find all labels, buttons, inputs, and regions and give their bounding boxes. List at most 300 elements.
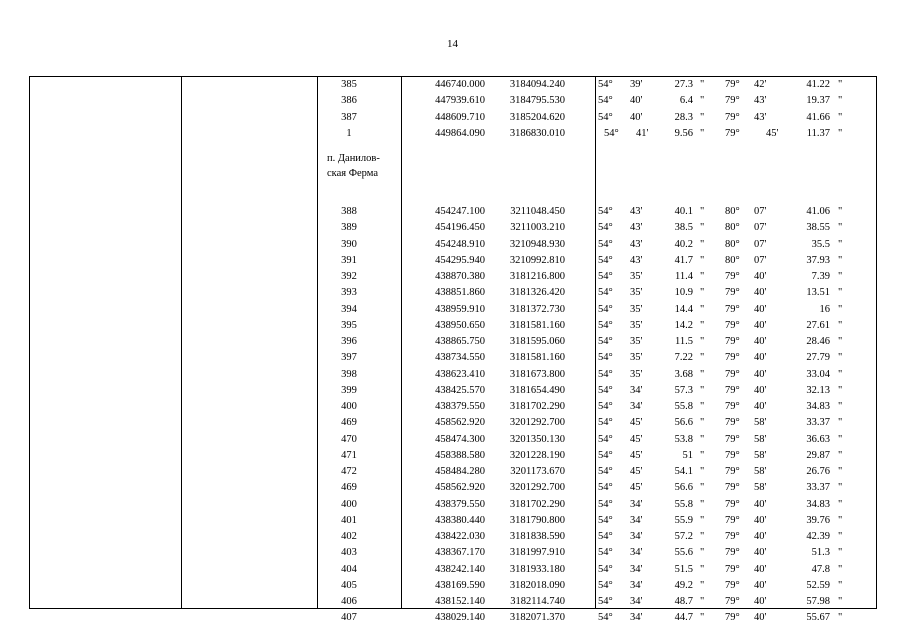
seconds-mark: " <box>838 482 843 494</box>
table-cell-lon-m: 40' <box>754 514 767 526</box>
table-cell-lat-m: 34' <box>630 612 643 624</box>
table-cell-lon-d: 79° <box>725 401 740 412</box>
table-cell-lon-s: 32.13 <box>806 384 830 396</box>
table-cell-lat-m: 40' <box>630 95 643 107</box>
table-cell-lat-m: 43' <box>630 222 643 234</box>
table-cell-n: 385 <box>341 79 357 90</box>
table-cell-lon-s: 33.37 <box>806 417 830 429</box>
table-cell-lat-s: 55.8 <box>674 401 693 412</box>
table-cell-x: 438367.170 <box>435 547 485 559</box>
seconds-mark: " <box>700 482 705 494</box>
table-cell-lat-d: 54° <box>598 449 613 461</box>
table-cell-lat-m: 45' <box>630 466 643 477</box>
table-cell-y: 3181581.160 <box>509 352 565 364</box>
table-cell-lat-m: 34' <box>630 579 643 591</box>
table-cell-lat-s: 28.3 <box>674 111 693 123</box>
table-cell-lat-d: 54° <box>598 79 613 90</box>
table-cell-lon-d: 79° <box>725 368 740 380</box>
table-cell-n: 391 <box>341 254 357 266</box>
column-divider <box>595 76 596 609</box>
table-cell-lon-d: 79° <box>725 95 740 107</box>
table-cell-y: 3211048.450 <box>510 206 565 217</box>
table-cell-n: 394 <box>341 303 357 315</box>
section-label-line: ская Ферма <box>327 168 378 179</box>
table-cell-y: 3185204.620 <box>509 111 565 123</box>
table-cell-lon-s: 36.63 <box>806 433 830 445</box>
table-cell-lat-s: 57.3 <box>674 384 693 396</box>
section-label <box>327 151 380 181</box>
seconds-mark: " <box>700 596 705 607</box>
seconds-mark: " <box>700 547 705 559</box>
table-cell-lon-s: 27.61 <box>806 319 830 331</box>
seconds-mark: " <box>838 563 843 575</box>
table-cell-lat-s: 53.8 <box>674 433 693 445</box>
table-cell-lon-d: 79° <box>725 79 740 90</box>
table-cell-y: 3181372.730 <box>509 303 565 315</box>
table-cell-n: 389 <box>341 222 357 234</box>
seconds-mark: " <box>700 384 705 396</box>
table-cell-y: 3184795.530 <box>509 95 565 107</box>
table-cell-lat-m: 45' <box>630 449 643 461</box>
table-cell-lon-m: 40' <box>754 547 767 559</box>
column-divider <box>401 76 402 609</box>
table-cell-lon-s: 37.93 <box>806 254 830 266</box>
table-cell-lat-d: 54° <box>598 417 613 429</box>
table-cell-lat-s: 10.9 <box>674 287 693 299</box>
table-cell-lat-s: 11.4 <box>675 271 693 282</box>
seconds-mark: " <box>838 466 843 477</box>
table-cell-lat-m: 45' <box>630 417 643 429</box>
table-cell-y: 3181673.800 <box>509 368 565 380</box>
section-label-line: п. Данилов- <box>327 153 380 164</box>
table-cell-lat-s: 14.4 <box>674 303 693 315</box>
table-cell-n: 393 <box>341 287 357 299</box>
table-cell-n: 471 <box>341 449 357 461</box>
table-cell-n: 469 <box>341 417 357 429</box>
table-cell-lat-s: 40.2 <box>674 238 693 250</box>
table-cell-lat-m: 35' <box>630 352 643 364</box>
seconds-mark: " <box>700 498 705 510</box>
seconds-mark: " <box>700 287 705 299</box>
table-cell-n: 395 <box>341 319 357 331</box>
seconds-mark: " <box>700 433 705 445</box>
seconds-mark: " <box>838 336 843 347</box>
table-cell-lon-d: 79° <box>725 596 740 607</box>
table-cell-lon-d: 79° <box>725 612 740 624</box>
table-cell-lat-s: 56.6 <box>674 417 693 429</box>
table-cell-y: 3181933.180 <box>509 563 565 575</box>
table-cell-x: 438425.570 <box>435 384 485 396</box>
table-cell-lat-d: 54° <box>598 206 613 217</box>
table-cell-n: 400 <box>341 498 357 510</box>
table-cell-lat-m: 45' <box>630 482 643 494</box>
seconds-mark: " <box>838 352 843 364</box>
table-cell-n: 406 <box>341 596 357 607</box>
seconds-mark: " <box>838 579 843 591</box>
table-cell-lon-m: 07' <box>754 222 767 234</box>
seconds-mark: " <box>700 612 705 624</box>
table-cell-y: 3181654.490 <box>509 384 565 396</box>
table-cell-lat-d: 54° <box>598 401 613 412</box>
seconds-mark: " <box>700 466 705 477</box>
table-cell-lon-m: 40' <box>754 531 767 542</box>
table-cell-x: 438379.550 <box>435 498 485 510</box>
table-cell-lon-s: 35.5 <box>811 238 830 250</box>
seconds-mark: " <box>838 612 843 624</box>
seconds-mark: " <box>838 368 843 380</box>
table-cell-n: 398 <box>341 368 357 380</box>
table-cell-lon-d: 79° <box>725 384 740 396</box>
table-cell-lon-m: 40' <box>754 498 767 510</box>
table-cell-x: 438950.650 <box>435 319 485 331</box>
table-cell-lon-s: 34.83 <box>806 498 830 510</box>
table-cell-n: 387 <box>341 111 357 123</box>
table-cell-lon-d: 79° <box>725 433 740 445</box>
table-cell-lon-s: 33.04 <box>806 368 830 380</box>
table-cell-lon-m: 58' <box>754 449 767 461</box>
table-cell-lon-s: 16 <box>819 303 830 315</box>
table-cell-lon-s: 39.76 <box>806 514 830 526</box>
seconds-mark: " <box>700 222 705 234</box>
table-cell-n: 405 <box>341 579 357 591</box>
table-cell-lat-d: 54° <box>598 433 613 445</box>
table-cell-lon-m: 40' <box>754 384 767 396</box>
table-cell-lon-d: 80° <box>725 206 740 217</box>
table-cell-lon-s: 13.51 <box>806 287 830 299</box>
table-cell-lon-d: 79° <box>725 579 740 591</box>
table-cell-lat-m: 35' <box>630 271 643 282</box>
table-cell-lon-d: 80° <box>725 254 740 266</box>
table-cell-lat-m: 34' <box>630 596 643 607</box>
table-cell-lat-m: 34' <box>630 563 643 575</box>
table-cell-lon-d: 79° <box>725 287 740 299</box>
table-cell-y: 3181997.910 <box>509 547 565 559</box>
seconds-mark: " <box>700 206 705 217</box>
table-cell-y: 3181595.060 <box>509 336 565 347</box>
table-cell-lon-s: 19.37 <box>806 95 830 107</box>
seconds-mark: " <box>838 596 843 607</box>
table-cell-lon-m: 40' <box>754 319 767 331</box>
table-cell-lon-m: 40' <box>754 596 767 607</box>
table-cell-x: 458484.280 <box>435 466 485 477</box>
table-cell-lon-s: 26.76 <box>806 466 830 477</box>
table-cell-lon-s: 57.98 <box>806 596 830 607</box>
table-cell-lat-s: 9.56 <box>674 127 693 139</box>
table-cell-lon-d: 79° <box>725 417 740 429</box>
seconds-mark: " <box>700 303 705 315</box>
table-cell-y: 3186830.010 <box>509 127 565 139</box>
table-cell-lon-m: 40' <box>754 303 767 315</box>
table-cell-lon-d: 79° <box>725 303 740 315</box>
seconds-mark: " <box>700 111 705 123</box>
table-cell-lon-m: 40' <box>754 352 767 364</box>
seconds-mark: " <box>838 303 843 315</box>
table-cell-lat-m: 34' <box>630 498 643 510</box>
table-cell-lon-s: 33.37 <box>806 482 830 494</box>
table-cell-lat-m: 35' <box>630 336 643 347</box>
seconds-mark: " <box>700 514 705 526</box>
table-cell-lon-d: 80° <box>725 222 740 234</box>
table-cell-lon-s: 34.83 <box>806 401 830 412</box>
table-cell-lat-s: 40.1 <box>674 206 693 217</box>
table-cell-x: 438865.750 <box>435 336 485 347</box>
table-cell-n: 472 <box>341 466 357 477</box>
table-cell-lat-s: 44.7 <box>674 612 693 624</box>
table-cell-lon-s: 7.39 <box>811 271 830 282</box>
table-cell-x: 438152.140 <box>435 596 485 607</box>
column-divider <box>181 76 182 609</box>
table-cell-lat-s: 14.2 <box>674 319 693 331</box>
seconds-mark: " <box>838 531 843 542</box>
table-cell-x: 454196.450 <box>435 222 485 234</box>
table-cell-n: 407 <box>341 612 357 624</box>
table-cell-lat-m: 40' <box>630 111 643 123</box>
seconds-mark: " <box>700 95 705 107</box>
table-cell-lon-s: 51.3 <box>811 547 830 559</box>
table-cell-n: 402 <box>341 531 357 542</box>
table-cell-lat-s: 41.7 <box>674 254 693 266</box>
seconds-mark: " <box>838 384 843 396</box>
table-cell-lat-s: 55.8 <box>674 498 693 510</box>
seconds-mark: " <box>838 95 843 107</box>
table-cell-y: 3211003.210 <box>510 222 565 234</box>
seconds-mark: " <box>838 127 843 139</box>
table-cell-lon-d: 80° <box>725 238 740 250</box>
table-cell-lon-s: 41.22 <box>806 79 830 90</box>
table-cell-y: 3184094.240 <box>509 79 565 90</box>
table-cell-lat-d: 54° <box>598 514 613 526</box>
table-cell-lat-s: 54.1 <box>674 466 693 477</box>
table-cell-lat-d: 54° <box>598 254 613 266</box>
table-cell-lon-d: 79° <box>725 531 740 542</box>
table-cell-lon-d: 79° <box>725 482 740 494</box>
seconds-mark: " <box>700 319 705 331</box>
table-cell-n: 399 <box>341 384 357 396</box>
seconds-mark: " <box>838 79 843 90</box>
table-cell-y: 3201173.670 <box>510 466 565 477</box>
table-cell-lat-m: 34' <box>630 531 643 542</box>
table-cell-lon-m: 07' <box>754 238 767 250</box>
table-cell-lat-s: 51 <box>682 449 693 461</box>
table-cell-lat-m: 41' <box>636 127 649 139</box>
table-cell-lat-d: 54° <box>598 352 613 364</box>
table-cell-x: 458388.580 <box>435 449 485 461</box>
table-cell-lon-s: 47.8 <box>811 563 830 575</box>
table-cell-lat-d: 54° <box>598 336 613 347</box>
table-cell-lat-d: 54° <box>598 466 613 477</box>
table-cell-lon-m: 58' <box>754 466 767 477</box>
table-cell-x: 438851.860 <box>435 287 485 299</box>
table-cell-x: 458562.920 <box>435 482 485 494</box>
seconds-mark: " <box>838 449 843 461</box>
table-cell-lon-m: 07' <box>754 206 767 217</box>
table-cell-y: 3181326.420 <box>509 287 565 299</box>
table-cell-lat-m: 34' <box>630 401 643 412</box>
table-cell-n: 390 <box>341 238 357 250</box>
table-cell-lon-m: 42' <box>754 79 767 90</box>
table-cell-n: 388 <box>341 206 357 217</box>
table-cell-y: 3181790.800 <box>509 514 565 526</box>
table-cell-x: 438734.550 <box>435 352 485 364</box>
table-cell-lon-m: 45' <box>766 127 779 139</box>
table-cell-lon-m: 58' <box>754 433 767 445</box>
table-cell-lat-s: 49.2 <box>674 579 693 591</box>
table-cell-y: 3201292.700 <box>509 417 565 429</box>
table-cell-lat-d: 54° <box>598 547 613 559</box>
table-cell-lat-d: 54° <box>598 319 613 331</box>
table-cell-lat-d: 54° <box>598 222 613 234</box>
table-cell-n: 392 <box>341 271 357 282</box>
table-cell-lon-m: 43' <box>754 95 767 107</box>
table-cell-n: 470 <box>341 433 357 445</box>
table-cell-x: 458562.920 <box>435 417 485 429</box>
seconds-mark: " <box>838 254 843 266</box>
table-cell-lat-s: 11.5 <box>675 336 693 347</box>
column-divider <box>317 76 318 609</box>
seconds-mark: " <box>700 531 705 542</box>
seconds-mark: " <box>700 401 705 412</box>
table-cell-lat-m: 43' <box>630 254 643 266</box>
table-cell-lat-d: 54° <box>598 303 613 315</box>
table-cell-lat-m: 34' <box>630 384 643 396</box>
seconds-mark: " <box>700 336 705 347</box>
table-cell-lat-d: 54° <box>598 111 613 123</box>
table-cell-lat-d: 54° <box>604 127 619 139</box>
table-cell-lon-s: 41.06 <box>806 206 830 217</box>
seconds-mark: " <box>838 417 843 429</box>
table-cell-lat-m: 43' <box>630 238 643 250</box>
table-cell-lat-s: 3.68 <box>674 368 693 380</box>
table-cell-n: 404 <box>341 563 357 575</box>
table-cell-lon-d: 79° <box>725 319 740 331</box>
table-cell-lon-d: 79° <box>725 336 740 347</box>
table-cell-x: 447939.610 <box>435 95 485 107</box>
seconds-mark: " <box>700 449 705 461</box>
seconds-mark: " <box>700 579 705 591</box>
table-cell-lon-m: 43' <box>754 111 767 123</box>
seconds-mark: " <box>700 368 705 380</box>
table-cell-lon-m: 40' <box>754 271 767 282</box>
table-cell-lat-d: 54° <box>598 482 613 494</box>
table-cell-n: 1 <box>346 127 352 139</box>
seconds-mark: " <box>700 417 705 429</box>
table-cell-n: 397 <box>341 352 357 364</box>
table-cell-lon-m: 40' <box>754 401 767 412</box>
table-cell-lat-d: 54° <box>598 596 613 607</box>
table-cell-y: 3201350.130 <box>509 433 565 445</box>
table-cell-lon-d: 79° <box>725 127 740 139</box>
table-cell-lat-s: 56.6 <box>674 482 693 494</box>
table-cell-x: 449864.090 <box>435 127 485 139</box>
table-cell-lon-d: 79° <box>725 563 740 575</box>
table-cell-y: 3210992.810 <box>509 254 565 266</box>
seconds-mark: " <box>700 271 705 282</box>
table-cell-lon-m: 58' <box>754 482 767 494</box>
table-cell-lat-m: 43' <box>630 206 643 217</box>
table-cell-x: 438870.380 <box>435 271 485 282</box>
table-cell-lon-s: 52.59 <box>806 579 830 591</box>
table-cell-lon-d: 79° <box>725 466 740 477</box>
table-cell-y: 3181838.590 <box>509 531 565 542</box>
table-cell-lon-s: 27.79 <box>806 352 830 364</box>
table-cell-x: 454295.940 <box>435 254 485 266</box>
table-cell-lat-d: 54° <box>598 579 613 591</box>
seconds-mark: " <box>838 514 843 526</box>
table-cell-y: 3182071.370 <box>509 612 565 624</box>
table-cell-y: 3182018.090 <box>509 579 565 591</box>
table-cell-x: 438169.590 <box>435 579 485 591</box>
table-cell-x: 454247.100 <box>435 206 485 217</box>
table-cell-lon-s: 38.55 <box>806 222 830 234</box>
seconds-mark: " <box>700 352 705 364</box>
seconds-mark: " <box>700 563 705 575</box>
table-cell-y: 3201292.700 <box>509 482 565 494</box>
table-cell-lat-d: 54° <box>598 563 613 575</box>
seconds-mark: " <box>700 254 705 266</box>
table-cell-n: 396 <box>341 336 357 347</box>
table-cell-lon-d: 79° <box>725 547 740 559</box>
table-cell-lat-s: 7.22 <box>674 352 693 364</box>
table-cell-lat-m: 34' <box>630 547 643 559</box>
table-cell-lat-m: 45' <box>630 433 643 445</box>
table-cell-y: 3181581.160 <box>509 319 565 331</box>
table-cell-lon-d: 79° <box>725 352 740 364</box>
seconds-mark: " <box>700 238 705 250</box>
table-cell-x: 438422.030 <box>435 531 485 542</box>
seconds-mark: " <box>838 222 843 234</box>
table-cell-y: 3182114.740 <box>510 596 565 607</box>
table-cell-lat-d: 54° <box>598 238 613 250</box>
table-cell-lat-m: 35' <box>630 319 643 331</box>
table-cell-x: 438242.140 <box>435 563 485 575</box>
table-cell-lat-d: 54° <box>598 368 613 380</box>
table-cell-lat-m: 35' <box>630 368 643 380</box>
table-cell-lon-s: 41.66 <box>806 111 830 123</box>
table-cell-n: 400 <box>341 401 357 412</box>
table-cell-lon-s: 55.67 <box>806 612 830 624</box>
seconds-mark: " <box>838 401 843 412</box>
table-cell-lat-d: 54° <box>598 271 613 282</box>
table-cell-lon-m: 40' <box>754 563 767 575</box>
table-cell-y: 3181702.290 <box>509 498 565 510</box>
table-cell-y: 3201228.190 <box>509 449 565 461</box>
table-cell-lon-s: 42.39 <box>806 531 830 542</box>
table-cell-lon-m: 40' <box>754 287 767 299</box>
table-cell-lon-m: 40' <box>754 579 767 591</box>
table-cell-lat-d: 54° <box>598 498 613 510</box>
table-cell-y: 3181216.800 <box>509 271 565 282</box>
seconds-mark: " <box>700 127 705 139</box>
table-cell-n: 403 <box>341 547 357 559</box>
table-cell-lon-s: 11.37 <box>806 127 830 139</box>
table-cell-lon-d: 79° <box>725 514 740 526</box>
table-cell-lat-d: 54° <box>598 95 613 107</box>
table-cell-lat-d: 54° <box>598 287 613 299</box>
table-cell-x: 446740.000 <box>435 79 485 90</box>
table-cell-lat-s: 38.5 <box>674 222 693 234</box>
table-cell-lat-s: 57.2 <box>674 531 693 542</box>
seconds-mark: " <box>838 271 843 282</box>
seconds-mark: " <box>838 111 843 123</box>
table-cell-x: 438379.550 <box>435 401 485 412</box>
table-cell-lat-s: 6.4 <box>679 95 693 107</box>
seconds-mark: " <box>838 319 843 331</box>
table-cell-lon-m: 40' <box>754 612 767 624</box>
table-cell-lon-d: 79° <box>725 111 740 123</box>
seconds-mark: " <box>700 79 705 90</box>
table-cell-lon-d: 79° <box>725 498 740 510</box>
seconds-mark: " <box>838 206 843 217</box>
